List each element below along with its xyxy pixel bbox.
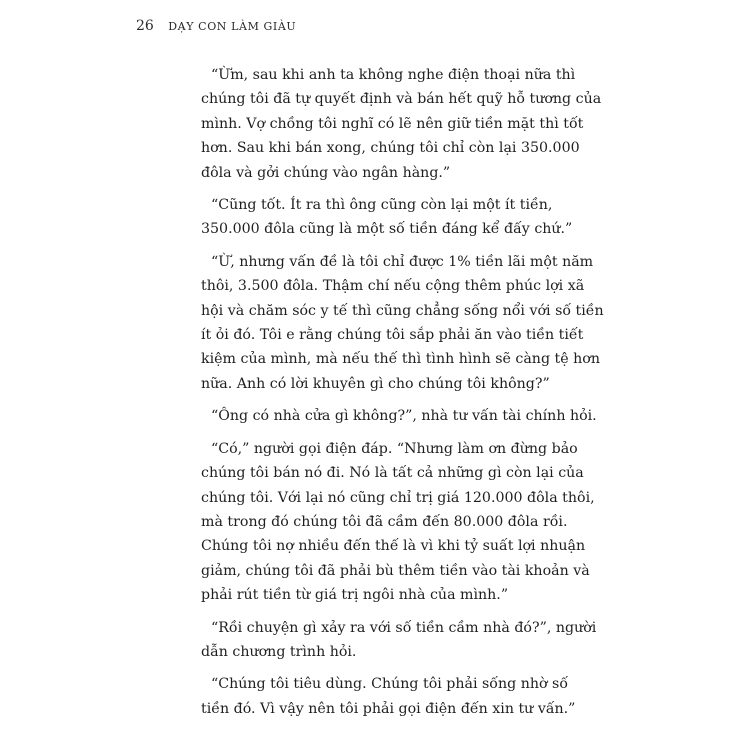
text-line: chúng tôi. Với lại nó cũng chỉ trị giá 120.000 đôla thôi, bbox=[201, 489, 595, 506]
text-line: phải rút tiền từ giá trị ngôi nhà của mình.” bbox=[201, 587, 509, 604]
running-head bbox=[136, 18, 296, 34]
text-line: “Rồi chuyện gì xảy ra với số tiền cầm nhà đó?”, người bbox=[211, 619, 597, 636]
page-number: 26 bbox=[136, 18, 154, 34]
paragraph-5 bbox=[201, 437, 595, 608]
text-line: Chúng tôi nợ nhiều đến thế là vì khi tỷ suất lợi nhuận bbox=[201, 538, 586, 555]
paragraph-6 bbox=[201, 616, 597, 665]
text-line: đôla và gởi chúng vào ngân hàng.” bbox=[201, 164, 451, 181]
text-line: “Cũng tốt. Ít ra thì ông cũng còn lại một ít tiền, bbox=[211, 197, 553, 214]
text-line: dẫn chương trình hỏi. bbox=[201, 643, 357, 660]
text-line: “Ừ, nhưng vấn đề là tôi chỉ được 1% tiền lãi một năm bbox=[211, 253, 594, 270]
paragraph-3 bbox=[201, 250, 604, 396]
text-line: kiệm của mình, mà nếu thế thì tình hình sẽ càng tệ hơn bbox=[201, 351, 600, 368]
text-line: mà trong đó chúng tôi đã cầm đến 80.000 đôla rồi. bbox=[201, 513, 568, 530]
text-line: mình. Vợ chồng tôi nghĩ có lẽ nên giữ tiền mặt thì tốt bbox=[201, 115, 584, 132]
paragraph-7 bbox=[201, 672, 576, 721]
text-line: chúng tôi bán nó đi. Nó là tất cả những gì còn lại của bbox=[201, 465, 584, 482]
book-title: DẠY CON LÀM GIÀU bbox=[168, 20, 297, 33]
body-text bbox=[201, 63, 604, 729]
text-line: “Ông có nhà cửa gì không?”, nhà tư vấn tài chính hỏi. bbox=[211, 408, 597, 425]
paragraph-4 bbox=[201, 404, 597, 428]
text-line: hội và chăm sóc y tế thì cũng chẳng sống nổi với số tiền bbox=[201, 302, 604, 319]
text-line: chúng tôi đã tự quyết định và bán hết quỹ hỗ tương của bbox=[201, 91, 602, 108]
text-line: “Có,” người gọi điện đáp. “Nhưng làm ơn đừng bảo bbox=[211, 440, 578, 457]
text-line: tiền đó. Vì vậy nên tôi phải gọi điện đến xin tư vấn.” bbox=[201, 700, 576, 717]
text-line: “Chúng tôi tiêu dùng. Chúng tôi phải sống nhờ số bbox=[211, 676, 568, 693]
text-line: “Ừm, sau khi anh ta không nghe điện thoại nữa thì bbox=[211, 67, 576, 83]
text-line: giảm, chúng tôi đã phải bù thêm tiền vào tài khoản và bbox=[201, 562, 590, 579]
text-line: ít ỏi đó. Tôi e rằng chúng tôi sắp phải ăn vào tiền tiết bbox=[201, 327, 584, 344]
text-line: thôi, 3.500 đôla. Thậm chí nếu cộng thêm phúc lợi xã bbox=[201, 278, 585, 295]
text-line: nữa. Anh có lời khuyên gì cho chúng tôi không?” bbox=[201, 375, 550, 392]
text-line: 350.000 đôla cũng là một số tiền đáng kể đấy chứ.” bbox=[201, 221, 573, 238]
paragraph-1 bbox=[201, 63, 602, 185]
paragraph-2 bbox=[201, 193, 573, 242]
text-line: hơn. Sau khi bán xong, chúng tôi chỉ còn lại 350.000 bbox=[201, 140, 580, 157]
